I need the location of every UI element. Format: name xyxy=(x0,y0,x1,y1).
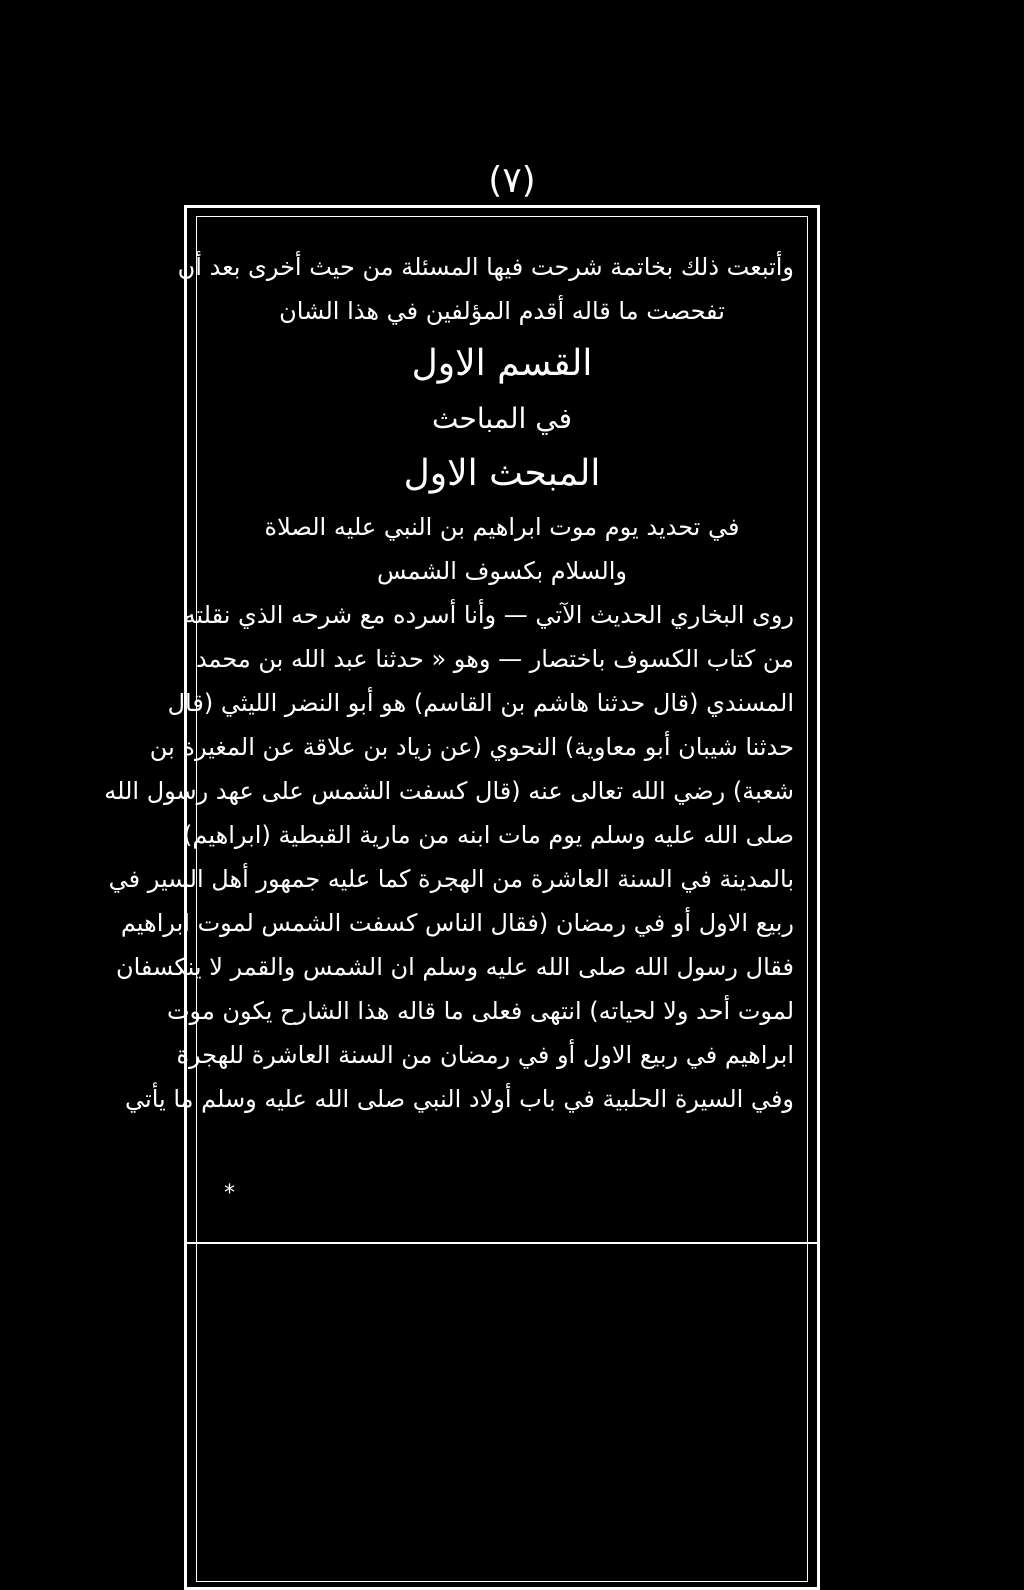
paragraph-line: روى البخاري الحديث الآتي — وأنا أسرده مع شرحه الذي نقلته xyxy=(183,601,794,629)
margin-asterisk: * xyxy=(224,1181,235,1206)
paragraph-line: بالمدينة في السنة العاشرة من الهجرة كما عليه جمهور أهل السير في xyxy=(108,865,794,893)
section-subtitle: في المباحث xyxy=(432,402,572,435)
paragraph-line: من كتاب الكسوف باختصار — وهو « حدثنا عبد الله بن محمد xyxy=(195,645,794,673)
main-text xyxy=(104,245,794,1121)
paragraph-line: فقال رسول الله صلى الله عليه وسلم ان الشمس والقمر لا ينكسفان xyxy=(115,953,794,981)
paragraph-line: شعبة) رضي الله تعالى عنه (قال كسفت الشمس على عهد رسول الله xyxy=(104,777,794,805)
paragraph-line: صلى الله عليه وسلم يوم مات ابنه من مارية القبطية (ابراهيم) xyxy=(182,821,794,849)
paragraph-line: ابراهيم في ربيع الاول أو في رمضان من السنة العاشرة للهجرة xyxy=(176,1041,794,1069)
intro-line: وأتبعت ذلك بخاتمة شرحت فيها المسئلة من حيث أخرى بعد أن xyxy=(177,253,794,281)
chapter-title: المبحث الاول xyxy=(403,453,601,494)
page-number: (٧) xyxy=(488,160,536,201)
chapter-subtitle-line: في تحديد يوم موت ابراهيم بن النبي عليه الصلاة xyxy=(264,513,740,541)
paragraph-line: ربيع الاول أو في رمضان (فقال الناس كسفت الشمس لموت ابراهيم xyxy=(120,909,794,937)
paragraph-line: المسندي (قال حدثنا هاشم بن القاسم) هو أبو النضر الليثي (قال xyxy=(167,689,794,717)
paragraph-line: حدثنا شيبان أبو معاوية) النحوي (عن زياد بن علاقة عن المغيرة بن xyxy=(149,733,794,761)
bottom-rule xyxy=(184,1242,820,1244)
chapter-subtitle-line: والسلام بكسوف الشمس xyxy=(377,557,627,585)
paragraph-line: وفي السيرة الحلبية في باب أولاد النبي صلى الله عليه وسلم ما يأتي xyxy=(125,1085,794,1113)
section-title: القسم الاول xyxy=(411,343,593,384)
intro-line: تفحصت ما قاله أقدم المؤلفين في هذا الشان xyxy=(279,297,725,325)
paragraph-line: لموت أحد ولا لحياته) انتهى فعلى ما قاله هذا الشارح يكون موت xyxy=(166,997,794,1025)
